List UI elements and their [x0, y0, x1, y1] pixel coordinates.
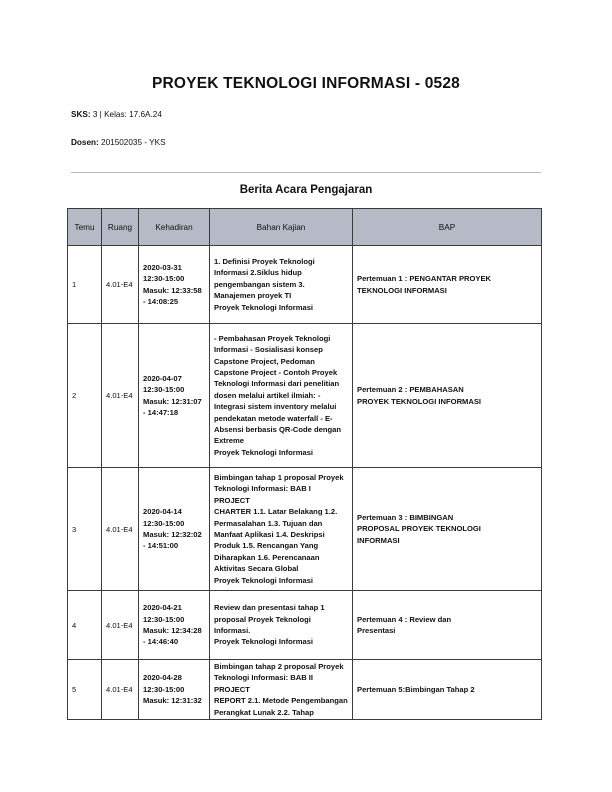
- teaching-record-table: [67, 208, 542, 720]
- dosen-value: 201502035 - YKS: [101, 138, 166, 147]
- cell-temu: 4: [68, 591, 102, 660]
- cell-bahan-kajian: Bimbingan tahap 1 proposal Proyek Teknologi Informasi: BAB I PROJECT CHARTER 1.1. Latar Belakang 1.2. Permasalahan 1.3. Tujuan dan Manfaat Aplikasi 1.4. Deskripsi Produk 1.5. Rencangan Yang Diharapkan 1.6. Perencanaan Aktivitas Secara Global Proyek Teknologi Informasi: [210, 468, 353, 591]
- cell-temu: 2: [68, 324, 102, 468]
- table-row: [68, 660, 542, 720]
- column-header-kehadiran: Kehadiran: [139, 209, 210, 246]
- cell-bahan-kajian: Bimbingan tahap 2 proposal Proyek Teknologi Informasi: BAB II PROJECT REPORT 2.1. Metode Pengembangan Perangkat Lunak 2.2. Tahap: [210, 660, 353, 720]
- cell-ruang: 4.01-E4: [102, 246, 139, 324]
- cell-bap: Pertemuan 2 : PEMBAHASAN PROYEK TEKNOLOGI INFORMASI: [353, 324, 542, 468]
- cell-kehadiran: 2020-04-28 12:30-15:00 Masuk: 12:31:32: [139, 660, 210, 720]
- cell-ruang: 4.01-E4: [102, 468, 139, 591]
- column-header-ruang: Ruang: [102, 209, 139, 246]
- column-header-bap: BAP: [353, 209, 542, 246]
- cell-bap: Pertemuan 3 : BIMBINGAN PROPOSAL PROYEK TEKNOLOGI INFORMASI: [353, 468, 542, 591]
- section-title: Berita Acara Pengajaran: [239, 184, 373, 196]
- table-row: [68, 468, 542, 591]
- cell-temu: 3: [68, 468, 102, 591]
- table-header-row: [68, 209, 542, 246]
- cell-bap: Pertemuan 4 : Review dan Presentasi: [353, 591, 542, 660]
- cell-kehadiran: 2020-04-07 12:30-15:00 Masuk: 12:31:07 - 14:47:18: [139, 324, 210, 468]
- table-row: [68, 591, 542, 660]
- cell-kehadiran: 2020-04-14 12:30-15:00 Masuk: 12:32:02 - 14:51:00: [139, 468, 210, 591]
- dosen-label: Dosen:: [71, 138, 99, 147]
- cell-temu: 5: [68, 660, 102, 720]
- cell-ruang: 4.01-E4: [102, 660, 139, 720]
- column-header-temu: Temu: [68, 209, 102, 246]
- sks-value: 3 | Kelas: 17.6A.24: [92, 110, 162, 119]
- cell-ruang: 4.01-E4: [102, 324, 139, 468]
- cell-bahan-kajian: 1. Definisi Proyek Teknologi Informasi 2.Siklus hidup pengembangan sistem 3. Manajemen proyek TI Proyek Teknologi Informasi: [210, 246, 353, 324]
- cell-temu: 1: [68, 246, 102, 324]
- page-title: PROYEK TEKNOLOGI INFORMASI - 0528: [151, 75, 461, 92]
- cell-ruang: 4.01-E4: [102, 591, 139, 660]
- cell-kehadiran: 2020-04-21 12:30-15:00 Masuk: 12:34:28 - 14:46:40: [139, 591, 210, 660]
- lecturer-info: [71, 138, 166, 147]
- cell-bahan-kajian: Review dan presentasi tahap 1 proposal Proyek Teknologi Informasi. Proyek Teknologi Informasi: [210, 591, 353, 660]
- column-header-bahan-kajian: Bahan Kajian: [210, 209, 353, 246]
- sks-label: SKS:: [71, 110, 91, 119]
- course-info: [71, 110, 162, 119]
- cell-bap: Pertemuan 5:Bimbingan Tahap 2: [353, 660, 542, 720]
- divider: [71, 172, 541, 173]
- cell-bahan-kajian: - Pembahasan Proyek Teknologi Informasi - Sosialisasi konsep Capstone Project, Pedoman Capstone Project - Contoh Proyek Teknologi Informasi dari penelitian dosen melalui artikel ilmiah: - Integrasi sistem inventory melalui pendekatan metode waterfall - E- Absensi berbasis QR-Code dengan Extreme Proyek Teknologi Informasi: [210, 324, 353, 468]
- cell-kehadiran: 2020-03-31 12:30-15:00 Masuk: 12:33:58 - 14:08:25: [139, 246, 210, 324]
- table-row: [68, 324, 542, 468]
- table-row: [68, 246, 542, 324]
- cell-bap: Pertemuan 1 : PENGANTAR PROYEK TEKNOLOGI INFORMASI: [353, 246, 542, 324]
